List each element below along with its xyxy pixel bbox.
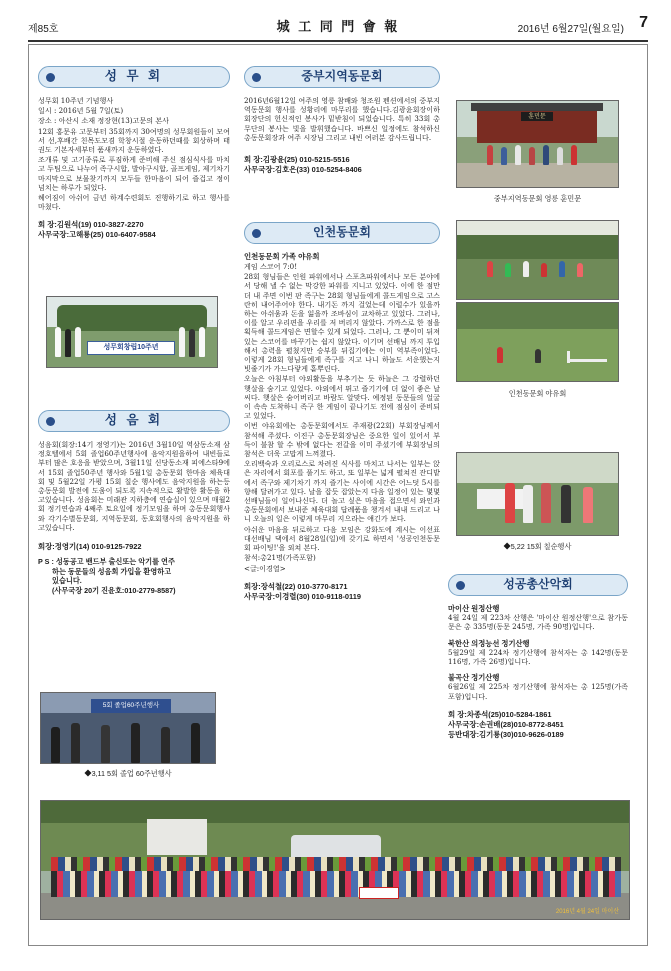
jungbu-title: 중부지역동문회 xyxy=(244,66,440,88)
incheon-photo-caption: 인천동문회 야유회 xyxy=(508,389,567,398)
sungmu-contact-1: 사무국장:고해룡(25) 010-6407-9584 xyxy=(38,230,156,240)
sanak-title: 성공총산악회 xyxy=(448,574,628,596)
sungmu-p5: 헤어짐이 아쉬어 금년 하계수련회도 진행하기로 하고 행사를 마쳤다. xyxy=(38,193,230,212)
sanak-section xyxy=(448,574,628,740)
sungeum-photo xyxy=(40,692,216,764)
jungbu-p0: 2016년6월12일 여주의 영릉 참배와 청조원 펜션에서의 중부지역동문회 행사를 성황리에 마무리를 했습니다.김광윤회장이하 회장단의 헌신적인 봉사가 밑받침이 되었습니다. 특히 33회 총무단의 봉사는 빛을 발휘했습니다. 바쁘신 일정에도 참석하신 총동문회장과 여주 시장님 그리고 내빈 여러분 감사드립니다. xyxy=(244,96,440,142)
incheon-contact-1: 사무국장:이경렬(30) 010-9118-0119 xyxy=(244,591,361,601)
sanak-item-1-heading: 북한산 의정능선 정기산행 xyxy=(448,638,530,648)
group-photo xyxy=(40,800,630,920)
incheon-title: 인천동문회 xyxy=(244,222,440,244)
incheon-p6: <글:이경열> xyxy=(244,563,286,573)
sanak-item-1-text: 5월29일 제 224차 정기산행에 참석자는 총 142명(동문 116명, 가족 26명)입니다. xyxy=(448,647,628,667)
gate-sign: 훈민문 xyxy=(521,112,553,121)
sungeum-contact: 회장:정영기(14) 010-9125-7922 xyxy=(38,542,142,552)
page-header xyxy=(28,14,648,38)
incheon-p4: 아쉬운 마음을 뒤로하고 다음 모임은 강화도에 계시는 이선표 대선배님 댁에서 8월28일(일)에 갖기로 하면서 '성공인천동문회 파이팅!'을 외쳐 본다. xyxy=(244,524,440,553)
photo-15th-caption: ◆5,22 15회 칠순행사 xyxy=(503,542,572,551)
sanak-item-2-text: 6월26일 제 225차 정기산행에 참석자는 총 125명(가족포함)입니다. xyxy=(448,682,628,701)
sanak-contact-0: 회 장:차종석(25)010-5284-1861 xyxy=(448,709,552,719)
bullet-icon xyxy=(252,229,261,238)
header-rule xyxy=(28,40,648,42)
bullet-icon xyxy=(46,73,55,82)
sanak-contact-2: 등반대장:김기룡(30)010-9626-0189 xyxy=(448,729,564,739)
sungeum-section xyxy=(38,410,230,595)
sungmu-section xyxy=(38,66,230,240)
sungmu-p0: 성무회 10주년 기념행사 xyxy=(38,96,114,105)
sungeum-ps: P S : 성동공고 밴드부 출신또는 악기를 연주 하는 동문들의 성음회 가입을 환영하고 있습니다. (사무국장 20기 진윤호:010-2779-8587) xyxy=(38,557,176,595)
jungbu-contact-1: 사무국장:김호은(33) 010-5254-8406 xyxy=(244,165,362,175)
incheon-heading: 인천동문회 가족 야유회 xyxy=(244,252,320,261)
jungbu-contact-0: 회 장:김광윤(25) 010-5215-5516 xyxy=(244,155,350,165)
jungbu-photo-caption: 중부지역동문회 영릉 훈민문 xyxy=(493,194,582,203)
incheon-photo-1 xyxy=(456,220,619,300)
issue-number: 제85호 xyxy=(28,24,59,35)
sungmu-photo xyxy=(46,296,218,368)
sungmu-contact-0: 회 장:김원석(19) 010-3827-2270 xyxy=(38,220,144,230)
sungmu-p1: 일시 : 2016년 5월 7일(토) xyxy=(38,106,124,116)
jungbu-photo xyxy=(456,100,619,188)
sanak-item-0-heading: 마이산 원정산행 xyxy=(448,604,500,613)
incheon-score: 게임 스코어 7:0! xyxy=(244,262,298,271)
sungeum-caption: ◆3,11 5회 졸업 60주년행사 xyxy=(84,769,172,778)
sungmu-p3: 12회 홍문유 고문부터 35회까지 30여명의 성무회원들이 모여서 선,후배간 친목도모겸 학창시절 운동하던때를 회상하며 태권도 기본자세부터 품새까지 운동하였다. xyxy=(38,126,230,155)
bullet-icon xyxy=(46,417,55,426)
sanak-contact-1: 사무국장:손권배(28)010-8772-8451 xyxy=(448,719,564,729)
newspaper-title: 城 工 同 門 會 報 xyxy=(276,20,400,35)
sungeum-p0: 성음회(회장:14기 정영기)는 2016년 3월10일 역삼동소재 삼정호텔에서 5회 졸업60주년행사에 음악지원을하여 내빈들로부터 많은 호응을 받았으며, 3월11일 신당동소재 피에스타9에서 15회 졸업50주년 행사와 5월1일 총동문회 한마음 체육대회 및 5월22일 가평 15회 칠순 행사에도 음악지원을 하는등 총동문회 발전에 도움이 되도록 지속적으로 활발한 활동을 하고있습니다. 성음회는 미래관 지하층에 연습실이 있으며 매월2회 정기연습과 4째주 토요일에 정기모임을 하며 총동문회행사와 각기수별동문회, 지역동문회, 동호회행사의 음악지원을 하고있습니다. xyxy=(38,440,230,532)
incheon-p0: 28회 형님들은 인원 파워에서나 스포츠파워에서나 모든 분야에서 당해 낼 수 없는 막강한 파워를 지니고 있었다. 이에 한 점만 더 내 주면 이번 판 족구는 28회 형님들에게 콜드게임으로 고스란히 내어주어야 한다. 내기돈 까지 걸었는데 이럴수가 있을까 하는 아쉬움과 돈을 잃을까 조바심이 교차하고 있었다. 그러나, 이를 알고 우리편을 우리를 저 버리지 않았다. 가까스로 한 점을 획득해 콜드게임은 면할수 있게 되었다. 그러나, 그 뿐이미 뒤져 있는 스코어를 바꾸기는 쉽지 않았다. 이기며 선배님 까지 투입해서 총력을 펼쳤지만 승부를 뒤집기에는 이미 역부족이었다. 이렇게 28회 형님들에게 족구를 지고 나니 하늘도 서운했는지 빗줄기가 가느다랗게 흩뿌린다. xyxy=(244,272,440,374)
sungeum-banner: 5회 졸업60주년행사 xyxy=(91,699,171,713)
issue-date: 2016년 6월27일(월요일) xyxy=(517,24,624,35)
sanak-item-0-text: 4월 24일 제 223차 산행은 '마이산 원정산행'으로 참가동문은 총 335명(동문 245명, 가족 90명)입니다. xyxy=(448,613,628,632)
sungeum-title: 성 음 회 xyxy=(38,410,230,432)
incheon-p3: 오리백숙과 오리로스로 차려진 식사를 마치고 나서는 일부는 앉은 자리에서 회포를 풀기도 하고, 또 일부는 넓게 펼쳐진 잔디밭에서 족구와 제기차기 까지 즐기는 사이에 시간은 어느덧 5시를 향해 달려가고 있다. 날을 잡듯 잡았는지 다음 일정이 있는 몇몇 선배님들이 일어나신다. 더 놀고 싶은 마음을 접으면서 와인과 총동문회에서 보내준 체육대회 답례품을 챙겨서 내내 드리고 나니 오늘의 일은 이렇게 마무리 지으라는 얘긴가 보다. xyxy=(244,459,440,524)
incheon-p1: 오늘은 아침부터 야외활동을 부추기는 듯 하늘은 그 강렬하던 햇살을 숨기고 있었다. 야외에서 뛰고 즐기기에 더 없이 좋은 날씨다. 햇살은 숨어버리고 바람도 알맞다. 예정된 동문들의 얼굴이 속속 도착하니 족구 한 게임이 끝나기도 전에 점심이 준비되고 있었다. xyxy=(244,374,440,421)
sungmu-p2: 장소 : 아산시 소재 정장현(13)고문의 본사 xyxy=(38,116,170,126)
sungmu-title: 성 무 회 xyxy=(38,66,230,88)
incheon-section xyxy=(244,222,440,602)
page-number: 7 xyxy=(639,14,648,31)
bullet-icon xyxy=(456,581,465,590)
incheon-p5: 참석:총21명(가족포함) xyxy=(244,553,316,563)
sanak-item-2-heading: 불곡산 정기산행 xyxy=(448,673,500,683)
jungbu-section xyxy=(244,66,440,175)
sungmu-p4: 조개류 및 고기종류로 푸짐하게 준비해 주신 점심식사를 마치고 두팀으로 나누어 족구시합, 발야구시합, 골프게임, 제기차기 마지막으로 보물찾기까지 모두들 한마음이 되어 즐겁고 정이 넘치는 하루가 되었다. xyxy=(38,155,230,192)
photo-15th-chilsun xyxy=(456,452,619,536)
photo-date-stamp: 2016년 4월 24일 마이산 xyxy=(555,909,619,915)
incheon-photo-2 xyxy=(456,302,619,382)
bullet-icon xyxy=(252,73,261,82)
sungmu-banner: 성무회창립10주년 xyxy=(87,341,175,355)
incheon-contact-0: 회장:장석철(22) 010-3770-8171 xyxy=(244,581,348,591)
incheon-p2: 이번 야유회에는 총동문회에서도 주재광(22회) 부회장님께서 참석해 주셨다. 이진구 총동문회장님은 중요한 일이 있어서 부득이 불참 할 수 밖에 없다는 전갈을 이미 주셨기에 부회장님의 참석은 더욱 고맙게 느껴졌다. xyxy=(244,421,440,459)
